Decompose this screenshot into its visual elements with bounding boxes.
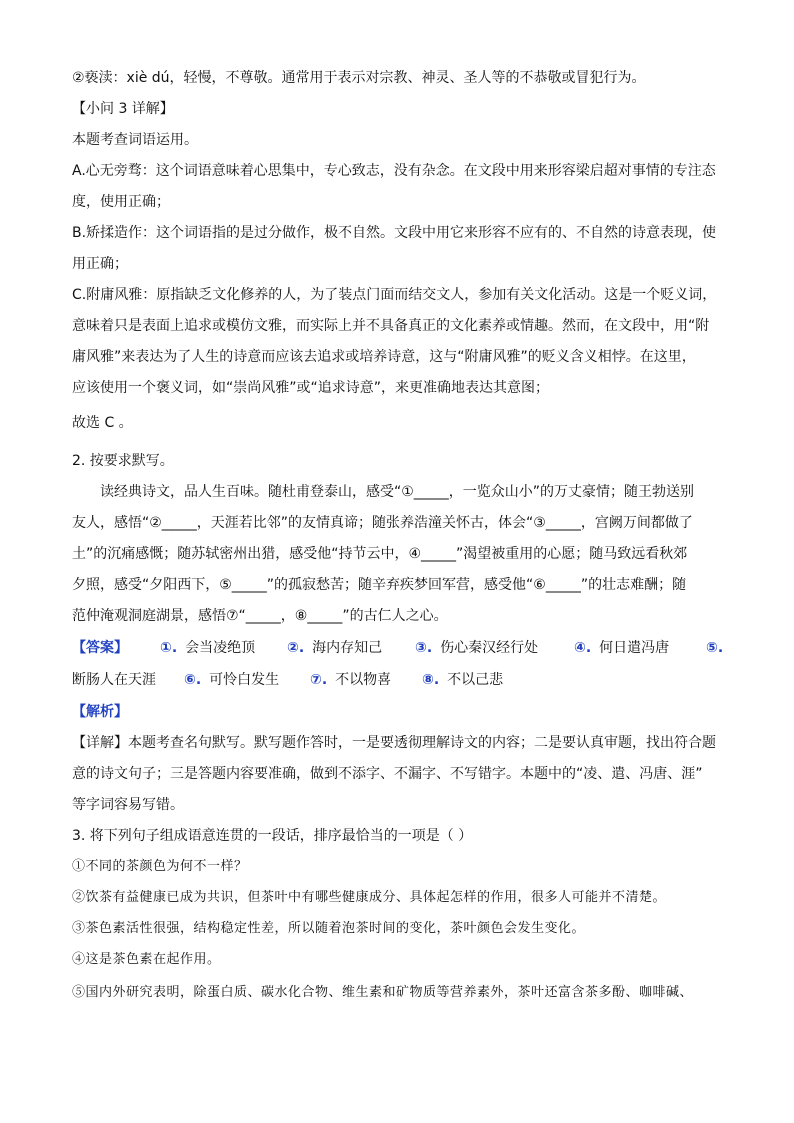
text-line: ②亵渎：xiè dú，轻慢，不尊敬。通常用于表示对宗教、神灵、圣人等的不恭敬或冒犯行为。 <box>72 70 646 86</box>
answer-row-1 <box>72 638 732 658</box>
answer-number: ⑤. <box>706 640 724 656</box>
sentence-3: ③茶色素活性很强，结构稳定性差，所以随着泡茶时间的变化，茶叶颜色会发生变化。 <box>72 921 586 936</box>
text-line: 用正确； <box>72 256 128 272</box>
text-line: 意的诗文句子；三是答题内容要准确，做到不添字、不漏字、不写错字。本题中的“凌、遣、冯唐、涯” <box>72 766 703 782</box>
text-line: 友人，感悟“②_____，天涯若比邻”的友情真谛；随张养浩潼关怀古，体会“③_____，宫阙万间都做了 <box>72 515 693 531</box>
answer-item: ⑧. 不以己悲 <box>422 672 504 688</box>
section-heading: 【小问 3 详解】 <box>72 101 174 117</box>
sentence-4: ④这是茶色素在起作用。 <box>72 952 221 967</box>
text-line: A.心无旁骛：这个词语意味着心思集中，专心致志，没有杂念。在文段中用来形容梁启超对事情的专注态 <box>72 163 716 179</box>
text-line: 度，使用正确； <box>72 194 170 210</box>
answer-item: ①. 会当凌绝顶 <box>160 640 256 656</box>
text-line: 应该使用一个褒义词，如“崇尚风雅”或“追求诗意”，来更准确地表达其意图； <box>72 380 550 396</box>
text-line: 夕照，感受“夕阳西下，⑤_____”的孤寂愁苦；随辛弃疾梦回军营，感受他“⑥_____”的壮志难酬；随 <box>72 577 687 593</box>
text-line: C.附庸风雅：原指缺乏文化修养的人，为了装点门面而结交文人，参加有关文化活动。这是一个贬义词， <box>72 287 717 303</box>
sentence-5: ⑤国内外研究表明，除蛋白质、碳水化合物、维生素和矿物质等营养素外，茶叶还富含茶多酚、咖啡碱、 <box>72 985 694 1000</box>
answer-item: ⑥. 可怜白发生 <box>184 672 280 688</box>
answer-text: 断肠人在天涯 <box>72 672 156 688</box>
answer-row-2 <box>72 670 732 690</box>
text-line: 读经典诗文，品人生百味。随杜甫登泰山，感受“①_____，一览众山小”的万丈豪情；随王勃送别 <box>100 484 695 500</box>
answer-item: ⑦. 不以物喜 <box>310 672 392 688</box>
answer-item: ④. 何日遣冯唐 <box>574 640 670 656</box>
text-line: 意味着只是表面上追求或模仿文雅，而实际上并不具备真正的文化素养或情趣。然而，在文段中，用“附 <box>72 318 710 334</box>
text-line: 故选 C 。 <box>72 415 133 431</box>
text-line: 庸风雅”来表达为了人生的诗意而应该去追求或培养诗意，这与“附庸风雅”的贬义含义相悖。在这里， <box>72 349 696 365</box>
answer-item: ③. 伤心秦汉经行处 <box>415 640 539 656</box>
answer-item: ②. 海内存知己 <box>287 640 383 656</box>
text-line: B.矫揉造作：这个词语指的是过分做作，极不自然。文段中用它来形容不应有的、不自然的诗意表现，使 <box>72 225 717 241</box>
analysis-label: 【解析】 <box>72 704 128 720</box>
sentence-1: ①不同的茶颜色为何不一样？ <box>72 859 248 874</box>
text-line: 等字词容易写错。 <box>72 797 184 813</box>
question-3-title: 3. 将下列句子组成语意连贯的一段话，排序最恰当的一项是（ ） <box>72 828 473 844</box>
text-line: 【详解】本题考查名句默写。默写题作答时，一是要透彻理解诗文的内容；二是要认真审题，找出符合题 <box>72 735 716 751</box>
text-line: 土”的沉痛感慨；随苏轼密州出猎，感受他“持节云中，④_____”渴望被重用的心愿；随马致远看秋郊 <box>72 546 688 562</box>
sentence-2: ②饮茶有益健康已成为共识，但茶叶中有哪些健康成分、具体起怎样的作用，很多人可能并不清楚。 <box>72 890 667 905</box>
question-2-title: 2. 按要求默写。 <box>72 453 174 469</box>
text-line: 本题考查词语运用。 <box>72 132 198 148</box>
text-line: 范仲淹观洞庭湖景，感悟⑦“_____，⑧_____”的古仁人之心。 <box>72 608 448 624</box>
answer-label: 【答案】 <box>72 640 128 656</box>
